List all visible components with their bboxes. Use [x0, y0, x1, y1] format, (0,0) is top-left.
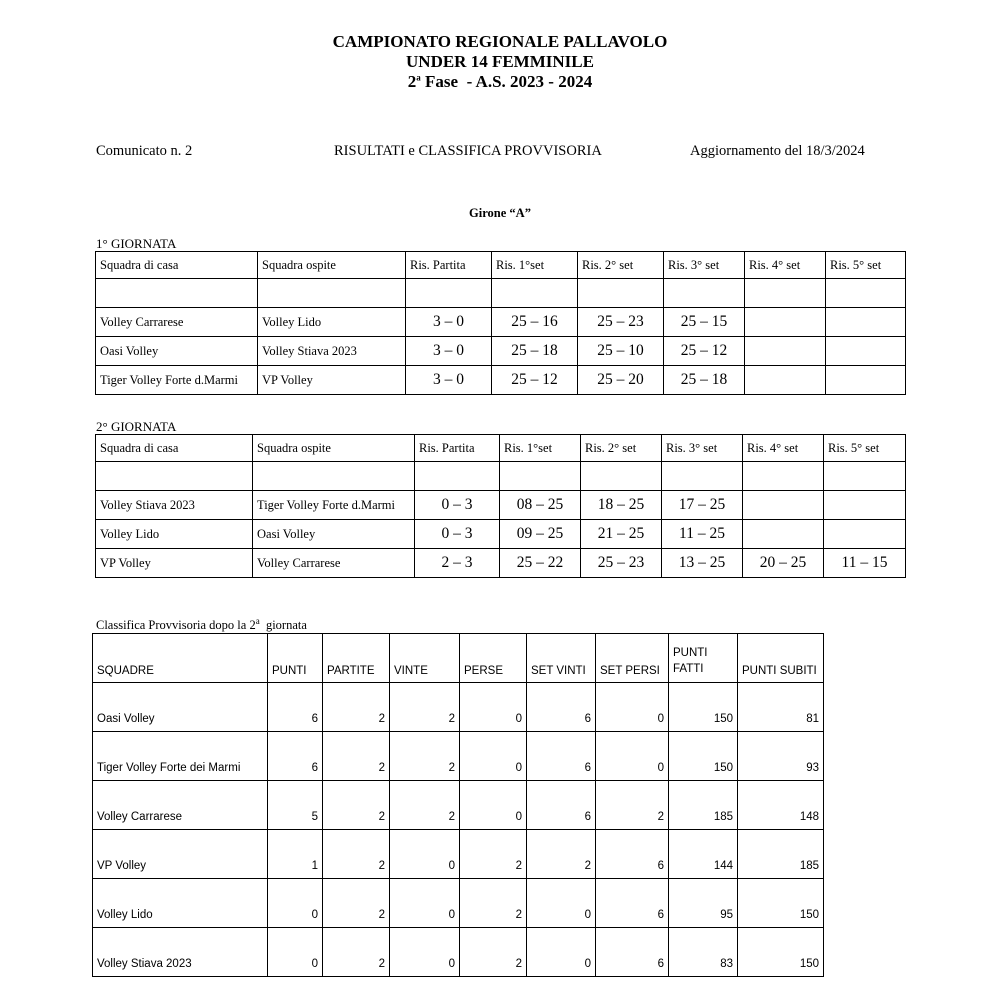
- vinte: 0: [390, 879, 460, 928]
- header-cell: Ris. 4° set: [743, 435, 824, 462]
- perse: 2: [460, 830, 527, 879]
- punti: 6: [268, 732, 323, 781]
- set-result: 09 – 25: [500, 520, 581, 549]
- partite: 2: [323, 781, 390, 830]
- set-result: 25 – 16: [492, 308, 578, 337]
- punti: 0: [268, 879, 323, 928]
- document-subject: RISULTATI e CLASSIFICA PROVVISORIA: [334, 143, 602, 159]
- set-result: 25 – 10: [578, 337, 664, 366]
- home-team: Volley Stiava 2023: [96, 491, 253, 520]
- team-name: Volley Lido: [93, 879, 268, 928]
- team-name: Volley Carrarese: [93, 781, 268, 830]
- punti-fatti: 150: [669, 732, 738, 781]
- set-persi: 6: [596, 928, 669, 977]
- set-result: 25 – 23: [581, 549, 662, 578]
- header-cell: Ris. 2° set: [578, 252, 664, 279]
- header-cell: PERSE: [460, 634, 527, 683]
- table-row: [96, 366, 906, 395]
- set-result: 25 – 18: [492, 337, 578, 366]
- empty-row: [96, 462, 906, 491]
- header-cell: Ris. Partita: [406, 252, 492, 279]
- perse: 0: [460, 683, 527, 732]
- punti-subiti: 185: [738, 830, 824, 879]
- punti: 0: [268, 928, 323, 977]
- punti-subiti: 93: [738, 732, 824, 781]
- set-result: 25 – 18: [664, 366, 745, 395]
- punti-subiti: 150: [738, 879, 824, 928]
- table-row: [96, 337, 906, 366]
- set-result: 25 – 15: [664, 308, 745, 337]
- giornata2-label: 2° GIORNATA: [96, 419, 177, 434]
- header-cell: PUNTI SUBITI: [738, 634, 824, 683]
- table-row: [96, 549, 906, 578]
- header-cell: Squadra ospite: [258, 252, 406, 279]
- vinte: 2: [390, 683, 460, 732]
- match-result: 3 – 0: [406, 337, 492, 366]
- set-vinti: 0: [527, 928, 596, 977]
- punti-subiti: 81: [738, 683, 824, 732]
- punti-subiti: 148: [738, 781, 824, 830]
- vinte: 2: [390, 781, 460, 830]
- home-team: Volley Carrarese: [96, 308, 258, 337]
- standings-table: [92, 633, 824, 977]
- punti: 6: [268, 683, 323, 732]
- set-result: 17 – 25: [662, 491, 743, 520]
- match-result: 0 – 3: [415, 520, 500, 549]
- away-team: Volley Stiava 2023: [258, 337, 406, 366]
- set-result: 08 – 25: [500, 491, 581, 520]
- header-cell: Ris. Partita: [415, 435, 500, 462]
- match-result: 3 – 0: [406, 308, 492, 337]
- header-cell: VINTE: [390, 634, 460, 683]
- document-title: [0, 32, 1000, 92]
- set-result: 11 – 15: [824, 549, 906, 578]
- perse: 2: [460, 879, 527, 928]
- set-result: [743, 491, 824, 520]
- punti-fatti: 95: [669, 879, 738, 928]
- punti-subiti: 150: [738, 928, 824, 977]
- punti-fatti: 185: [669, 781, 738, 830]
- set-result: [824, 491, 906, 520]
- table-row: [93, 732, 824, 781]
- set-vinti: 6: [527, 732, 596, 781]
- header-cell: Ris. 1°set: [492, 252, 578, 279]
- standings-header-row: [93, 634, 824, 683]
- home-team: Tiger Volley Forte d.Marmi: [96, 366, 258, 395]
- set-result: [826, 337, 906, 366]
- empty-row: [96, 279, 906, 308]
- classifica-label: Classifica Provvisoria dopo la 2$^a$ giornata: [96, 615, 307, 632]
- away-team: Volley Lido: [258, 308, 406, 337]
- set-result: 13 – 25: [662, 549, 743, 578]
- home-team: Volley Lido: [96, 520, 253, 549]
- header-cell: SQUADRE: [93, 634, 268, 683]
- set-persi: 2: [596, 781, 669, 830]
- set-result: 25 – 23: [578, 308, 664, 337]
- table-header-row: [96, 252, 906, 279]
- set-result: 25 – 20: [578, 366, 664, 395]
- header-cell: Squadra di casa: [96, 252, 258, 279]
- table-row: [93, 683, 824, 732]
- giornata1-label: 1° GIORNATA: [96, 236, 177, 251]
- punti-fatti: 150: [669, 683, 738, 732]
- header-cell: SET PERSI: [596, 634, 669, 683]
- comunicato-number: Comunicato n. 2: [96, 143, 193, 159]
- home-team: VP Volley: [96, 549, 253, 578]
- header-cell: Ris. 4° set: [745, 252, 826, 279]
- header-cell: Squadra di casa: [96, 435, 253, 462]
- header-cell: PARTITE: [323, 634, 390, 683]
- vinte: 0: [390, 830, 460, 879]
- set-result: 25 – 22: [500, 549, 581, 578]
- set-result: [824, 520, 906, 549]
- punti-fatti: 144: [669, 830, 738, 879]
- team-name: Oasi Volley: [93, 683, 268, 732]
- set-result: [743, 520, 824, 549]
- set-vinti: 6: [527, 781, 596, 830]
- partite: 2: [323, 928, 390, 977]
- perse: 0: [460, 781, 527, 830]
- set-result: 21 – 25: [581, 520, 662, 549]
- header-cell: Ris. 3° set: [664, 252, 745, 279]
- header-cell: Ris. 2° set: [581, 435, 662, 462]
- header-cell: SET VINTI: [527, 634, 596, 683]
- punti: 1: [268, 830, 323, 879]
- set-result: 11 – 25: [662, 520, 743, 549]
- set-vinti: 2: [527, 830, 596, 879]
- table-row: [96, 308, 906, 337]
- away-team: Tiger Volley Forte d.Marmi: [253, 491, 415, 520]
- set-result: 25 – 12: [492, 366, 578, 395]
- table-row: [93, 781, 824, 830]
- title-line-2: UNDER 14 FEMMINILE: [406, 52, 594, 71]
- set-result: [745, 366, 826, 395]
- header-cell: Ris. 3° set: [662, 435, 743, 462]
- partite: 2: [323, 830, 390, 879]
- header-cell: Ris. 5° set: [824, 435, 906, 462]
- title-line-1: CAMPIONATO REGIONALE PALLAVOLO: [332, 32, 668, 51]
- match-result: 0 – 3: [415, 491, 500, 520]
- punti: 5: [268, 781, 323, 830]
- home-team: Oasi Volley: [96, 337, 258, 366]
- table-row: [93, 928, 824, 977]
- header-cell: PUNTI: [268, 634, 323, 683]
- set-result: 25 – 12: [664, 337, 745, 366]
- set-persi: 0: [596, 683, 669, 732]
- perse: 0: [460, 732, 527, 781]
- update-date: Aggiornamento del 18/3/2024: [690, 143, 865, 159]
- vinte: 0: [390, 928, 460, 977]
- header-cell: PUNTI FATTI: [669, 634, 738, 683]
- match-result: 3 – 0: [406, 366, 492, 395]
- title-line-3: 2$^a$ Fase - A.S. 2023 - 2024: [407, 72, 593, 91]
- partite: 2: [323, 683, 390, 732]
- header-cell: Ris. 5° set: [826, 252, 906, 279]
- set-vinti: 6: [527, 683, 596, 732]
- perse: 2: [460, 928, 527, 977]
- set-result: [826, 366, 906, 395]
- partite: 2: [323, 879, 390, 928]
- set-result: 20 – 25: [743, 549, 824, 578]
- set-result: [745, 308, 826, 337]
- header-cell: Squadra ospite: [253, 435, 415, 462]
- table-header-row: [96, 435, 906, 462]
- team-name: VP Volley: [93, 830, 268, 879]
- punti-fatti: 83: [669, 928, 738, 977]
- set-vinti: 0: [527, 879, 596, 928]
- table-row: [93, 879, 824, 928]
- table-row: [96, 491, 906, 520]
- team-name: Tiger Volley Forte dei Marmi: [93, 732, 268, 781]
- partite: 2: [323, 732, 390, 781]
- table-row: [93, 830, 824, 879]
- away-team: Volley Carrarese: [253, 549, 415, 578]
- team-name: Volley Stiava 2023: [93, 928, 268, 977]
- set-result: [826, 308, 906, 337]
- header-cell: Ris. 1°set: [500, 435, 581, 462]
- set-persi: 0: [596, 732, 669, 781]
- set-persi: 6: [596, 830, 669, 879]
- table-row: [96, 520, 906, 549]
- girone-heading: Girone “A”: [469, 206, 531, 220]
- away-team: Oasi Volley: [253, 520, 415, 549]
- away-team: VP Volley: [258, 366, 406, 395]
- giornata2-table: [95, 434, 906, 578]
- vinte: 2: [390, 732, 460, 781]
- set-result: [745, 337, 826, 366]
- set-result: 18 – 25: [581, 491, 662, 520]
- set-persi: 6: [596, 879, 669, 928]
- giornata1-table: [95, 251, 906, 395]
- match-result: 2 – 3: [415, 549, 500, 578]
